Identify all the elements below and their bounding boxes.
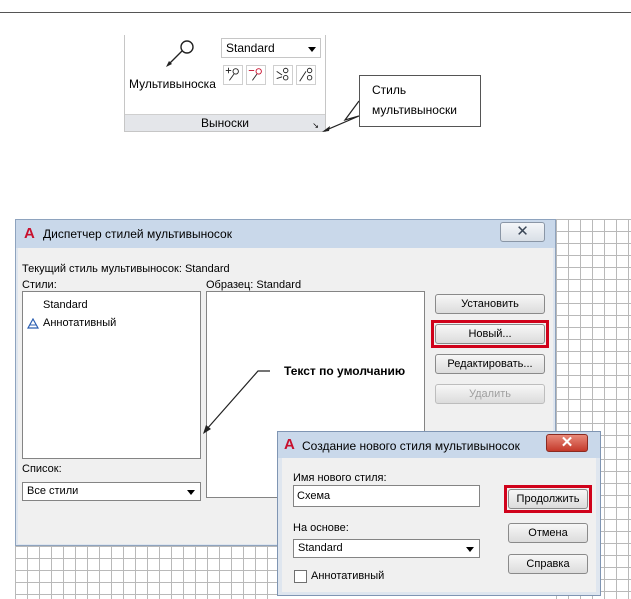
panel-title-bar — [125, 114, 325, 131]
multileader-style-value: Standard — [226, 41, 275, 55]
multileader-style-callout — [359, 75, 481, 127]
based-on-select[interactable] — [293, 539, 480, 558]
current-style-label: Текущий стиль мультивыносок: Standard — [22, 263, 230, 275]
dialog-body — [282, 458, 596, 592]
top-rule — [0, 12, 631, 13]
list-filter-value: Все стили — [27, 485, 79, 497]
preview-label: Образец: Standard — [206, 279, 302, 291]
autocad-logo-icon: A — [24, 225, 35, 242]
dialog-titlebar — [278, 432, 600, 458]
align-leaders-icon[interactable] — [273, 65, 293, 85]
default-text-annotation: Текст по умолчанию — [284, 364, 406, 378]
new-style-name-input[interactable]: Схема — [293, 485, 480, 507]
chevron-down-icon — [466, 547, 474, 552]
modify-style-button[interactable]: Редактировать... — [435, 354, 545, 374]
styles-label: Стили: — [22, 279, 57, 291]
annotative-checkbox[interactable] — [294, 570, 307, 583]
list-filter-label: Список: — [22, 463, 62, 475]
annotation-arrow — [200, 368, 272, 436]
chevron-down-icon — [187, 490, 195, 495]
based-on-label: На основе: — [293, 522, 349, 534]
multileader-icon[interactable] — [160, 37, 194, 69]
new-style-name-label: Имя нового стиля: — [293, 472, 387, 484]
list-item[interactable]: Standard — [43, 299, 88, 311]
highlight-frame — [504, 485, 592, 513]
list-filter-select[interactable] — [22, 482, 201, 501]
add-leader-icon[interactable] — [223, 65, 243, 85]
multileader-button-label[interactable]: Мультивыноска — [129, 77, 216, 91]
callout-line-1: Стиль — [372, 83, 407, 97]
drawing-grid — [15, 546, 277, 599]
remove-leader-icon[interactable] — [246, 65, 266, 85]
set-current-button[interactable]: Установить — [435, 294, 545, 314]
annotative-icon — [27, 318, 39, 329]
highlight-frame — [431, 320, 549, 348]
delete-style-button[interactable]: Удалить — [435, 384, 545, 404]
close-button[interactable]: ✕ — [546, 434, 588, 452]
new-style-button[interactable]: Новый... — [435, 324, 545, 344]
callout-line-2: мультивыноски — [372, 103, 457, 117]
list-item[interactable]: Аннотативный — [43, 317, 117, 329]
help-button[interactable]: Справка — [508, 554, 588, 574]
continue-button[interactable]: Продолжить — [508, 489, 588, 509]
close-button[interactable]: ✕ — [500, 222, 545, 242]
cancel-button[interactable]: Отмена — [508, 523, 588, 543]
chevron-down-icon — [308, 47, 316, 52]
create-new-style-dialog — [277, 431, 601, 596]
dialog-title: Диспетчер стилей мультивыносок — [43, 227, 232, 241]
annotative-checkbox-label: Аннотативный — [311, 570, 385, 582]
dialog-titlebar — [16, 220, 555, 248]
based-on-value: Standard — [298, 542, 343, 554]
styles-list[interactable] — [22, 291, 201, 459]
multileader-style-combo[interactable] — [221, 38, 321, 58]
dialog-launcher-icon[interactable]: ↘ — [312, 121, 319, 130]
dialog-title: Создание нового стиля мультивыносок — [302, 439, 520, 453]
autocad-logo-icon: A — [284, 436, 295, 453]
collect-leaders-icon[interactable] — [296, 65, 316, 85]
panel-title: Выноски — [201, 116, 249, 130]
leaders-ribbon-panel — [124, 35, 326, 132]
